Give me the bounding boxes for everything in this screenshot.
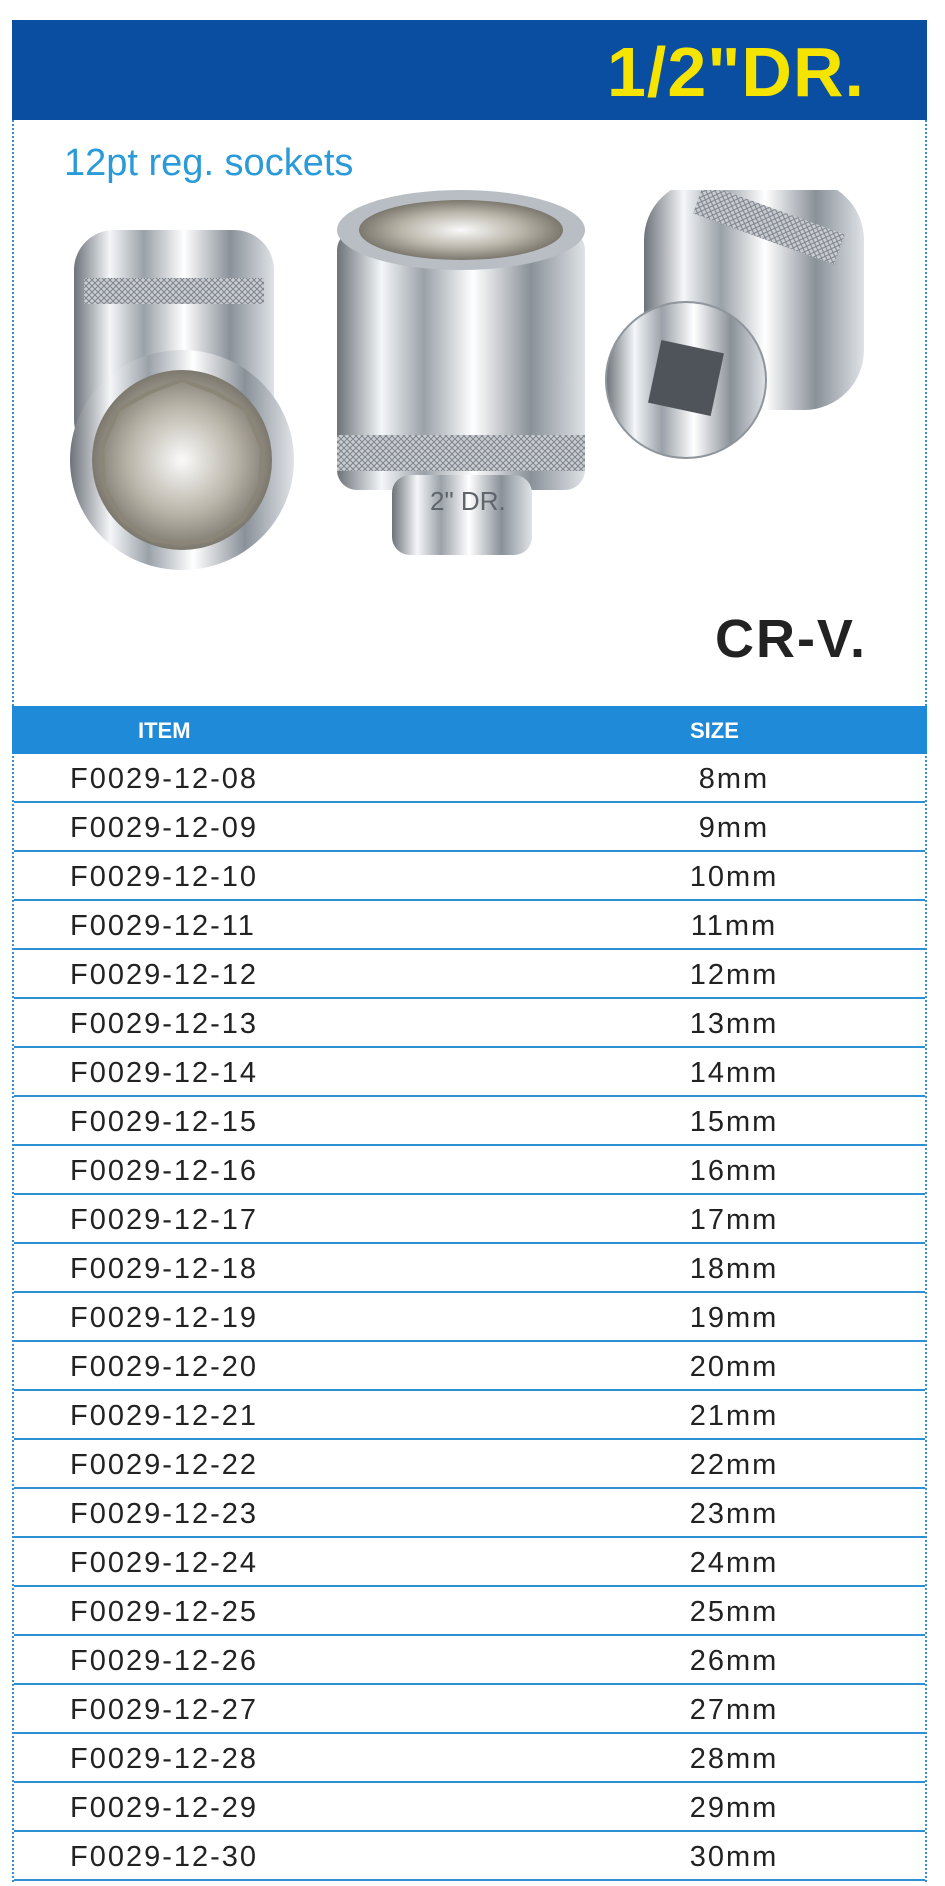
item-size: 23mm	[689, 1498, 779, 1530]
material-label: CR-V.	[714, 609, 867, 669]
socket-left-icon	[70, 230, 294, 570]
item-code: F0029-12-09	[70, 812, 259, 844]
item-size: 12mm	[689, 959, 779, 991]
table-row	[14, 1293, 925, 1342]
item-code: F0029-12-13	[70, 1008, 259, 1040]
table-row	[14, 1048, 925, 1097]
size-table	[14, 754, 925, 1881]
header-item: ITEM	[138, 718, 191, 743]
item-code: F0029-12-29	[70, 1792, 259, 1824]
table-row	[14, 999, 925, 1048]
item-size: 8mm	[698, 763, 770, 795]
item-size: 11mm	[690, 910, 778, 942]
table-row	[14, 1636, 925, 1685]
item-code: F0029-12-30	[70, 1841, 259, 1873]
item-size: 17mm	[689, 1204, 779, 1236]
socket-center-icon	[337, 190, 585, 555]
item-code: F0029-12-08	[70, 763, 259, 795]
header-banner	[12, 20, 927, 120]
item-code: F0029-12-17	[70, 1204, 259, 1236]
item-size: 9mm	[698, 812, 770, 844]
item-size: 21mm	[689, 1400, 779, 1432]
header-size: SIZE	[690, 718, 739, 743]
item-code: F0029-12-20	[70, 1351, 259, 1383]
item-code: F0029-12-25	[70, 1596, 259, 1628]
item-size: 20mm	[689, 1351, 779, 1383]
table-row	[14, 901, 925, 950]
item-code: F0029-12-18	[70, 1253, 259, 1285]
table-row	[14, 1783, 925, 1832]
item-size: 25mm	[689, 1596, 779, 1628]
table-row	[14, 950, 925, 999]
item-size: 18mm	[689, 1253, 779, 1285]
item-code: F0029-12-10	[70, 861, 259, 893]
socket-right-icon	[606, 190, 864, 458]
table-row	[14, 1195, 925, 1244]
item-code: F0029-12-12	[70, 959, 259, 991]
table-row	[14, 1832, 925, 1881]
item-size: 14mm	[689, 1057, 779, 1089]
item-size: 29mm	[689, 1792, 779, 1824]
socket-engraving: 2" DR.	[430, 486, 506, 516]
item-code: F0029-12-15	[70, 1106, 259, 1138]
table-row	[14, 1587, 925, 1636]
item-size: 30mm	[689, 1841, 779, 1873]
item-size: 10mm	[689, 861, 779, 893]
item-code: F0029-12-22	[70, 1449, 259, 1481]
item-size: 27mm	[689, 1694, 779, 1726]
item-size: 19mm	[689, 1302, 779, 1334]
table-row	[14, 1097, 925, 1146]
table-header	[12, 706, 927, 754]
item-code: F0029-12-16	[70, 1155, 259, 1187]
page-title: 1/2"DR.	[606, 33, 865, 111]
table-row	[14, 803, 925, 852]
item-size: 16mm	[689, 1155, 779, 1187]
table-row	[14, 1489, 925, 1538]
table-row	[14, 754, 925, 803]
table-row	[14, 1146, 925, 1195]
item-size: 28mm	[689, 1743, 779, 1775]
item-size: 24mm	[689, 1547, 779, 1579]
item-size: 13mm	[689, 1008, 779, 1040]
item-code: F0029-12-27	[70, 1694, 259, 1726]
item-code: F0029-12-28	[70, 1743, 259, 1775]
item-code: F0029-12-11	[70, 910, 256, 942]
item-code: F0029-12-26	[70, 1645, 259, 1677]
item-size: 15mm	[689, 1106, 779, 1138]
table-row	[14, 1391, 925, 1440]
table-row	[14, 1734, 925, 1783]
table-row	[14, 1685, 925, 1734]
item-code: F0029-12-24	[70, 1547, 259, 1579]
item-code: F0029-12-14	[70, 1057, 259, 1089]
product-subtitle: 12pt reg. sockets	[64, 142, 354, 184]
table-row	[14, 1538, 925, 1587]
table-row	[14, 1244, 925, 1293]
item-code: F0029-12-23	[70, 1498, 259, 1530]
table-row	[14, 852, 925, 901]
item-code: F0029-12-21	[70, 1400, 259, 1432]
table-row	[14, 1440, 925, 1489]
item-size: 26mm	[689, 1645, 779, 1677]
item-size: 22mm	[689, 1449, 779, 1481]
item-code: F0029-12-19	[70, 1302, 259, 1334]
table-row	[14, 1342, 925, 1391]
